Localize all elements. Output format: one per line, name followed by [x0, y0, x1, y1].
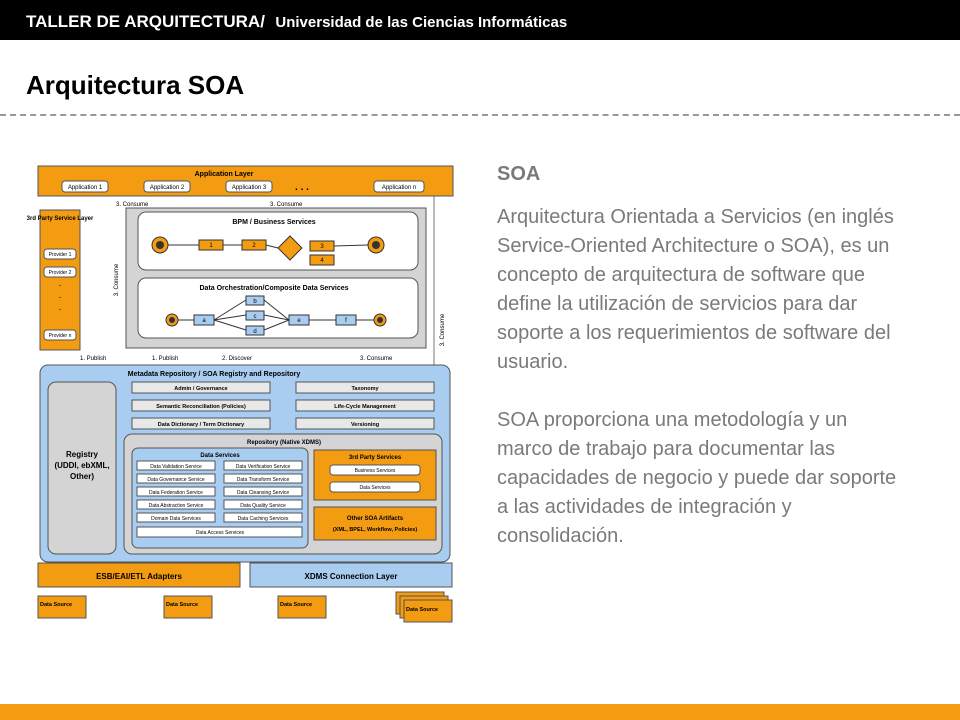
esb-label: ESB/EAI/ETL Adapters — [96, 572, 182, 581]
tp-business-services: Business Services — [354, 468, 396, 474]
orch-node-e: e — [297, 318, 301, 324]
registry-line-2: (UDDI, ebXML, — [54, 461, 110, 470]
orch-node-c: c — [253, 314, 257, 320]
bpm-label: BPM / Business Services — [232, 219, 316, 226]
description-column — [497, 160, 897, 580]
description-paragraph-1: Arquitectura Orientada a Servicios (en inglés Service-Oriented Architecture o SOA), es un concepto de arquitectura de software que define la utilización de servicios para dar soporte a los requerimientos de software del usuario. — [497, 206, 894, 373]
provider-2: Provider 2 — [48, 270, 72, 276]
repository-label: Repository (Native XDMS) — [246, 440, 322, 446]
course-title: TALLER DE ARQUITECTURA/ — [26, 12, 265, 31]
provider-dot-2: · — [58, 292, 62, 303]
ds-quality: Data Quality Service — [240, 503, 286, 509]
soa-architecture-diagram — [26, 160, 464, 630]
title-divider — [0, 114, 960, 116]
data-source-3-label: Data Source — [280, 602, 313, 608]
ds-federation: Data Federation Service — [149, 490, 203, 496]
app-n: Application n — [381, 185, 417, 191]
university-name: Universidad de las Ciencias Informáticas — [275, 14, 568, 31]
other-soa-artifacts — [314, 507, 436, 540]
data-source-4-label: Data Source — [406, 607, 439, 613]
consume-label-right: 3. Consume — [440, 313, 446, 347]
app-1: Application 1 — [67, 185, 103, 191]
meta-versioning: Versioning — [350, 422, 380, 428]
ds-transform: Data Transform Service — [236, 477, 290, 483]
publish-label-mid: 1. Publish — [152, 356, 179, 362]
bpm-task-3: 3 — [320, 244, 324, 250]
ds-validation: Data Validation Service — [150, 464, 202, 470]
registry-line-1: Registry — [65, 450, 99, 459]
other-soa-line-1: Other SOA Artifacts — [346, 516, 404, 522]
ds-governance: Data Governance Service — [147, 477, 205, 483]
other-soa-line-2: (XML, BPEL, Workflow, Policies) — [332, 527, 418, 533]
provider-dot-3: · — [58, 304, 62, 315]
description-paragraph-2: SOA proporciona una metodología y un marco de trabajo para documentar las capacidades de negocio y puede dar soporte a las actividades de integración y consolidación. — [497, 409, 897, 547]
footer-bar — [0, 704, 960, 720]
app-3: Application 3 — [231, 185, 267, 191]
orch-node-f: f — [345, 318, 347, 324]
application-layer-label: Application Layer — [194, 171, 254, 178]
ds-caching: Data Caching Services — [237, 516, 289, 522]
section-heading: SOA — [497, 163, 541, 185]
data-services-label: Data Services — [200, 453, 240, 459]
meta-admin: Admin / Governance — [174, 386, 228, 392]
bpm-task-1: 1 — [209, 243, 213, 249]
ds-abstraction: Data Abstraction Service — [148, 503, 204, 509]
data-source-1-label: Data Source — [40, 602, 73, 608]
ds-access: Data Access Services — [195, 530, 245, 536]
orch-node-a: a — [202, 318, 206, 324]
ds-cleansing: Data Cleansing Service — [236, 490, 290, 496]
registry-line-3: Other) — [70, 472, 94, 481]
publish-label-left: 1. Publish — [80, 356, 107, 362]
tp-data-services: Data Services — [359, 485, 391, 491]
third-party-services-label: 3rd Party Services — [348, 455, 402, 461]
orch-node-d: d — [253, 329, 257, 335]
discover-label: 2. Discover — [222, 356, 253, 362]
provider-dot-1: · — [58, 280, 62, 291]
xdms-label: XDMS Connection Layer — [304, 572, 398, 581]
consume-label-top-right: 3. Consume — [270, 202, 303, 208]
consume-label-top-left: 3. Consume — [116, 202, 149, 208]
data-source-2-label: Data Source — [166, 602, 199, 608]
meta-taxonomy: Taxonomy — [351, 386, 379, 392]
app-ellipsis: . . . — [295, 182, 309, 193]
page-title: Arquitectura SOA — [26, 70, 245, 100]
app-2: Application 2 — [149, 185, 185, 191]
bpm-task-4: 4 — [320, 258, 324, 264]
meta-semantic: Semantic Reconciliation (Policies) — [156, 404, 246, 410]
orchestration-label: Data Orchestration/Composite Data Services — [199, 285, 349, 292]
meta-dictionary: Data Dictionary / Term Dictionary — [157, 422, 245, 428]
provider-n: Provider n — [48, 333, 72, 339]
meta-lifecycle: Life-Cycle Management — [334, 404, 396, 410]
ds-verification: Data Verification Service — [235, 464, 291, 470]
consume-label-bottom: 3. Consume — [360, 356, 393, 362]
orch-node-b: b — [253, 299, 257, 305]
consume-label-left: 3. Consume — [114, 263, 120, 297]
header-bar — [0, 0, 960, 40]
bpm-task-2: 2 — [252, 243, 256, 249]
ds-domain: Domain Data Services — [151, 516, 201, 522]
provider-1: Provider 1 — [48, 252, 72, 258]
third-party-layer-label: 3rd Party Service Layer — [26, 216, 94, 222]
metadata-label: Metadata Repository / SOA Registry and Repository — [127, 371, 301, 378]
